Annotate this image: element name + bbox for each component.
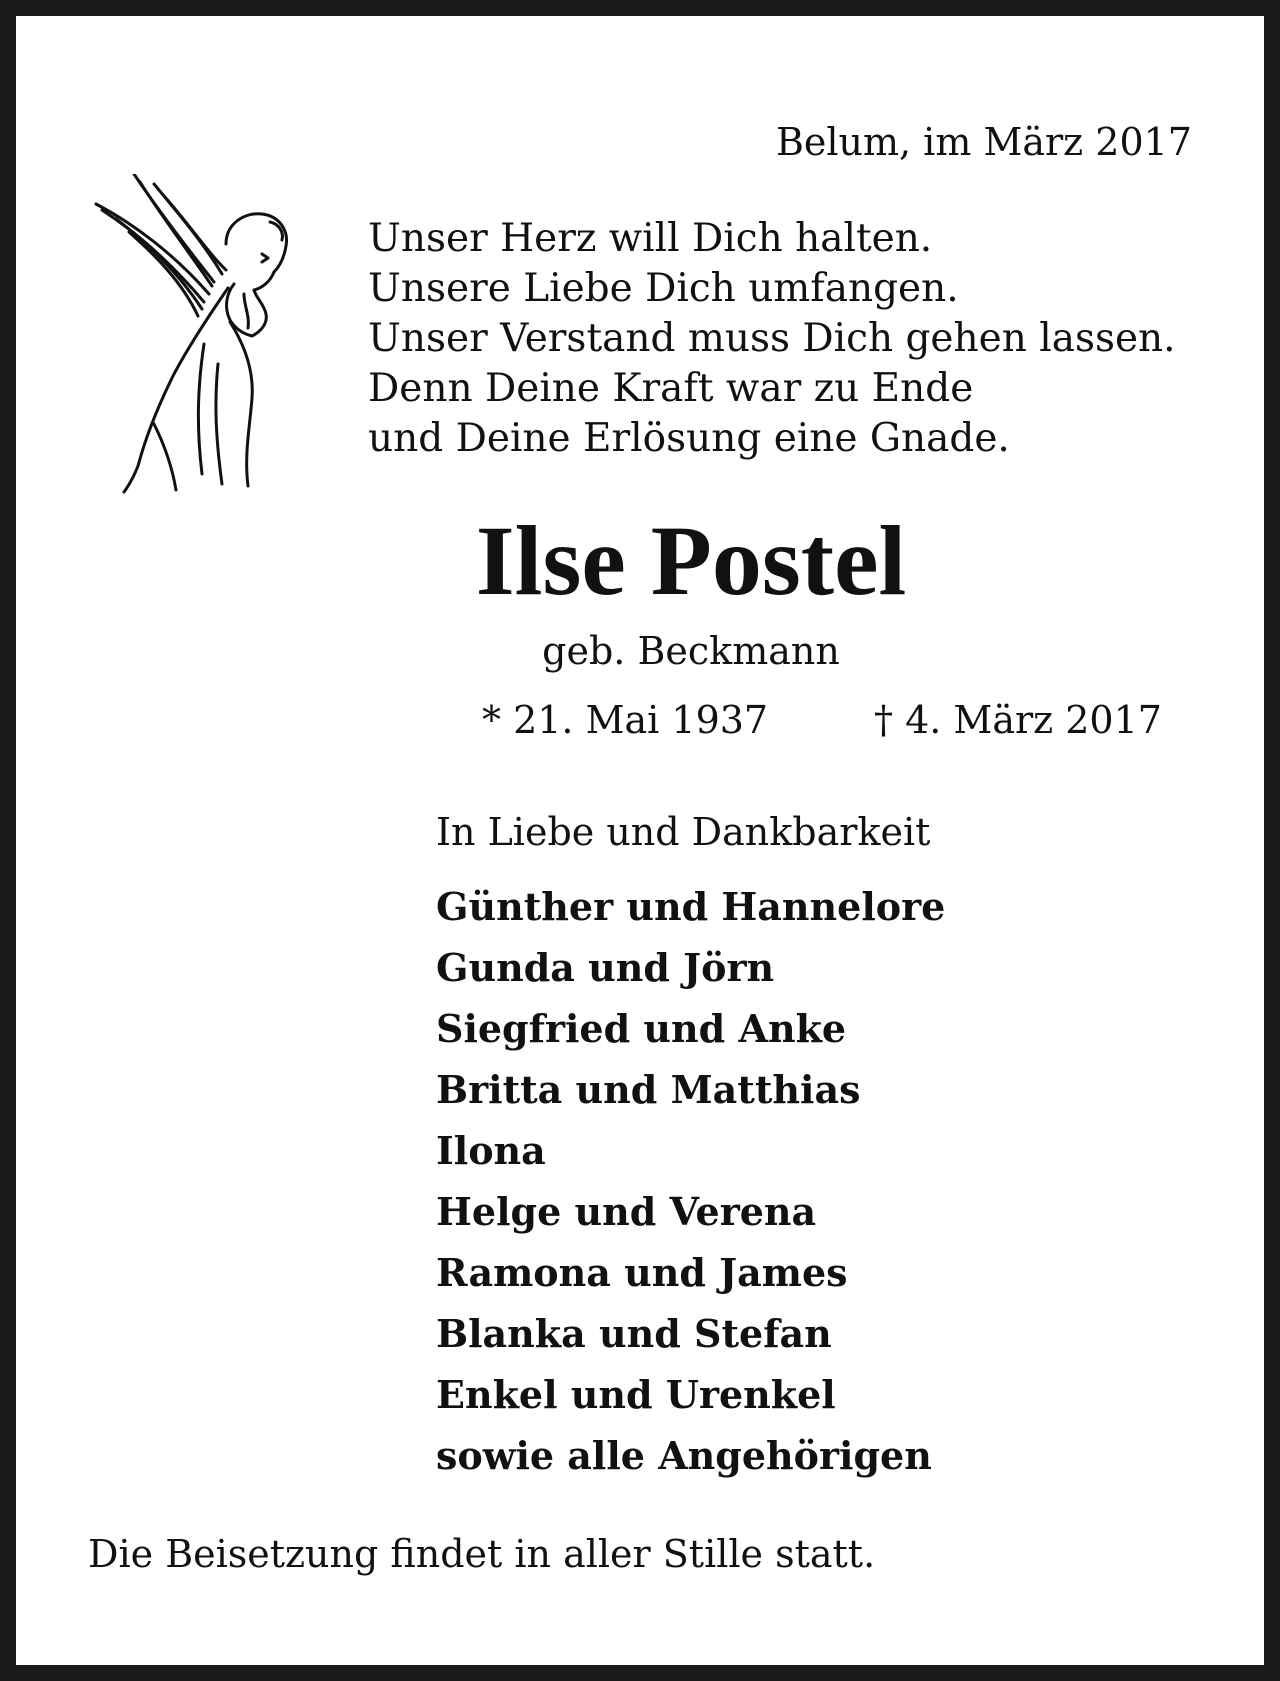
mourner: Ilona [436,1128,546,1173]
dedication: In Liebe und Dankbarkeit [436,810,931,854]
poem [368,214,1176,464]
mourner: Helge und Verena [436,1189,817,1234]
birth-date: * 21. Mai 1937 [482,698,769,742]
funeral-note: Die Beisetzung findet in aller Stille statt. [88,1532,876,1576]
poem-line: Unser Herz will Dich halten. [368,216,933,261]
mourner: Blanka und Stefan [436,1311,832,1356]
poem-line: und Deine Erlösung eine Gnade. [368,416,1010,461]
mourner: sowie alle Angehörigen [436,1433,932,1478]
mourner: Günther und Hannelore [436,884,946,929]
death-date: † 4. März 2017 [874,698,1162,742]
mourner: Ramona und James [436,1250,848,1295]
mourners-list [436,876,945,1486]
poem-line: Unsere Liebe Dich umfangen. [368,266,959,311]
mourner: Gunda und Jörn [436,945,775,990]
poem-line: Denn Deine Kraft war zu Ende [368,366,974,411]
poem-line: Unser Verstand muss Dich gehen lassen. [368,316,1176,361]
maiden-name: geb. Beckmann [542,629,840,673]
mourner: Siegfried und Anke [436,1006,847,1051]
mourner: Britta und Matthias [436,1067,861,1112]
deceased-name: Ilse Postel [475,505,907,616]
place-date: Belum, im März 2017 [775,120,1192,164]
life-dates [482,698,1162,744]
mourner: Enkel und Urenkel [436,1372,836,1417]
praying-angel-icon [94,174,304,494]
